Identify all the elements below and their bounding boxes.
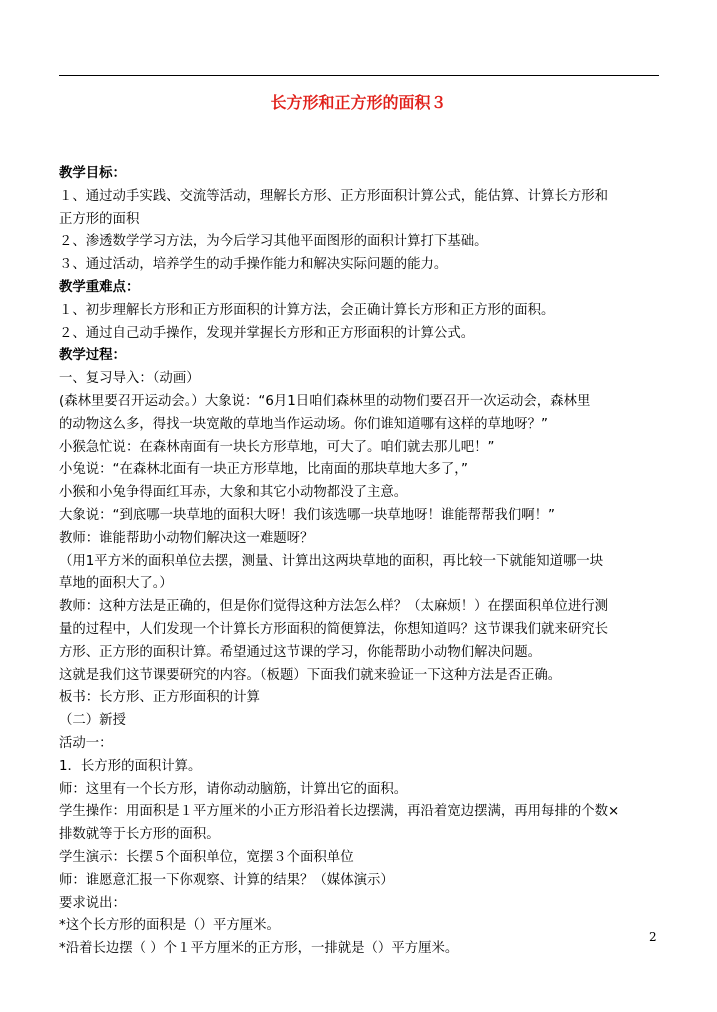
body-line: (森林里要召开运动会。）大象说：“6月1日咱们森林里的动物们要召开一次运动会，森林里: [59, 393, 591, 409]
body-line: （二）新授: [59, 713, 126, 729]
body-line: 学生演示：长摆５个面积单位，宽摆３个面积单位: [59, 849, 354, 865]
body-line: 方形、正方形的面积计算。希望通过这节课的学习，你能帮助小动物们解决问题。: [59, 644, 542, 660]
body-line: 小猴和小兔争得面红耳赤，大象和其它小动物都没了主意。: [59, 485, 408, 501]
body-line: 师：谁愿意汇报一下你观察、计算的结果？（媒体演示）: [59, 872, 394, 888]
body-line: 这就是我们这节课要研究的内容。（板题）下面我们就来验证一下这种方法是否正确。: [59, 667, 562, 683]
body-line: 一、复习导入：（动画）: [59, 371, 200, 387]
body-line: 教师：谁能帮助小动物们解决这一难题呀？: [59, 530, 314, 546]
body-line: 正方形的面积: [59, 211, 140, 227]
body-line: ２、通过自己动手操作，发现并掌握长方形和正方形面积的计算公式。: [59, 325, 475, 341]
body-line: 1．长方形的面积计算。: [59, 758, 202, 774]
body-line: ２、渗透数学学习方法，为今后学习其他平面图形的面积计算打下基础。: [59, 234, 488, 250]
body-line: （用1平方米的面积单位去摆，测量、计算出这两块草地的面积，再比较一下就能知道哪一块: [59, 553, 604, 569]
body-line: 排数就等于长方形的面积。: [59, 827, 220, 843]
body-line: 活动一：: [59, 735, 113, 751]
body-line: 的动物这么多，得找一块宽敞的草地当作运动场。你们谁知道哪有这样的草地呀？”: [59, 416, 548, 432]
document-title: 长方形和正方形的面积３: [270, 93, 447, 112]
body-line: *沿着长边摆（ ）个１平方厘米的正方形，一排就是（）平方厘米。: [59, 941, 459, 957]
header-rule: [59, 75, 659, 76]
body-line: 板书：长方形、正方形面积的计算: [59, 690, 260, 706]
body-line: １、通过动手实践、交流等活动，理解长方形、正方形面积计算公式，能估算、计算长方形和: [59, 188, 609, 204]
body-line: *这个长方形的面积是（）平方厘米。: [59, 918, 280, 934]
body-line: 学生操作：用面积是１平方厘米的小正方形沿着长边摆满，再沿着宽边摆满，再用每排的个数×: [59, 804, 620, 820]
body-line: 教师：这种方法是正确的，但是你们觉得这种方法怎么样？（太麻烦！）在摆面积单位进行测: [59, 599, 609, 615]
body-line: ３、通过活动，培养学生的动手操作能力和解决实际问题的能力。: [59, 257, 448, 273]
document-body: [59, 163, 679, 961]
body-line: 草地的面积大了。）: [59, 576, 173, 592]
body-line: １、初步理解长方形和正方形面积的计算方法，会正确计算长方形和正方形的面积。: [59, 302, 555, 318]
page-number: 2: [649, 930, 657, 944]
section-heading: 教学目标：: [59, 166, 126, 181]
body-line: 量的过程中，人们发现一个计算长方形面积的简便算法，你想知道吗？这节课我们就来研究长: [59, 621, 609, 637]
body-line: 小猴急忙说：在森林南面有一块长方形草地，可大了。咱们就去那儿吧！”: [59, 439, 495, 455]
body-line: 小兔说：“在森林北面有一块正方形草地，比南面的那块草地大多了，”: [59, 462, 468, 478]
body-line: 师：这里有一个长方形，请你动动脑筋，计算出它的面积。: [59, 781, 408, 797]
body-line: 大象说：“到底哪一块草地的面积大呀！我们该选哪一块草地呀！谁能帮帮我们啊！”: [59, 507, 555, 523]
section-heading: 教学重难点：: [59, 279, 140, 295]
section-heading: 教学过程：: [59, 348, 126, 364]
body-line: 要求说出：: [59, 895, 126, 911]
